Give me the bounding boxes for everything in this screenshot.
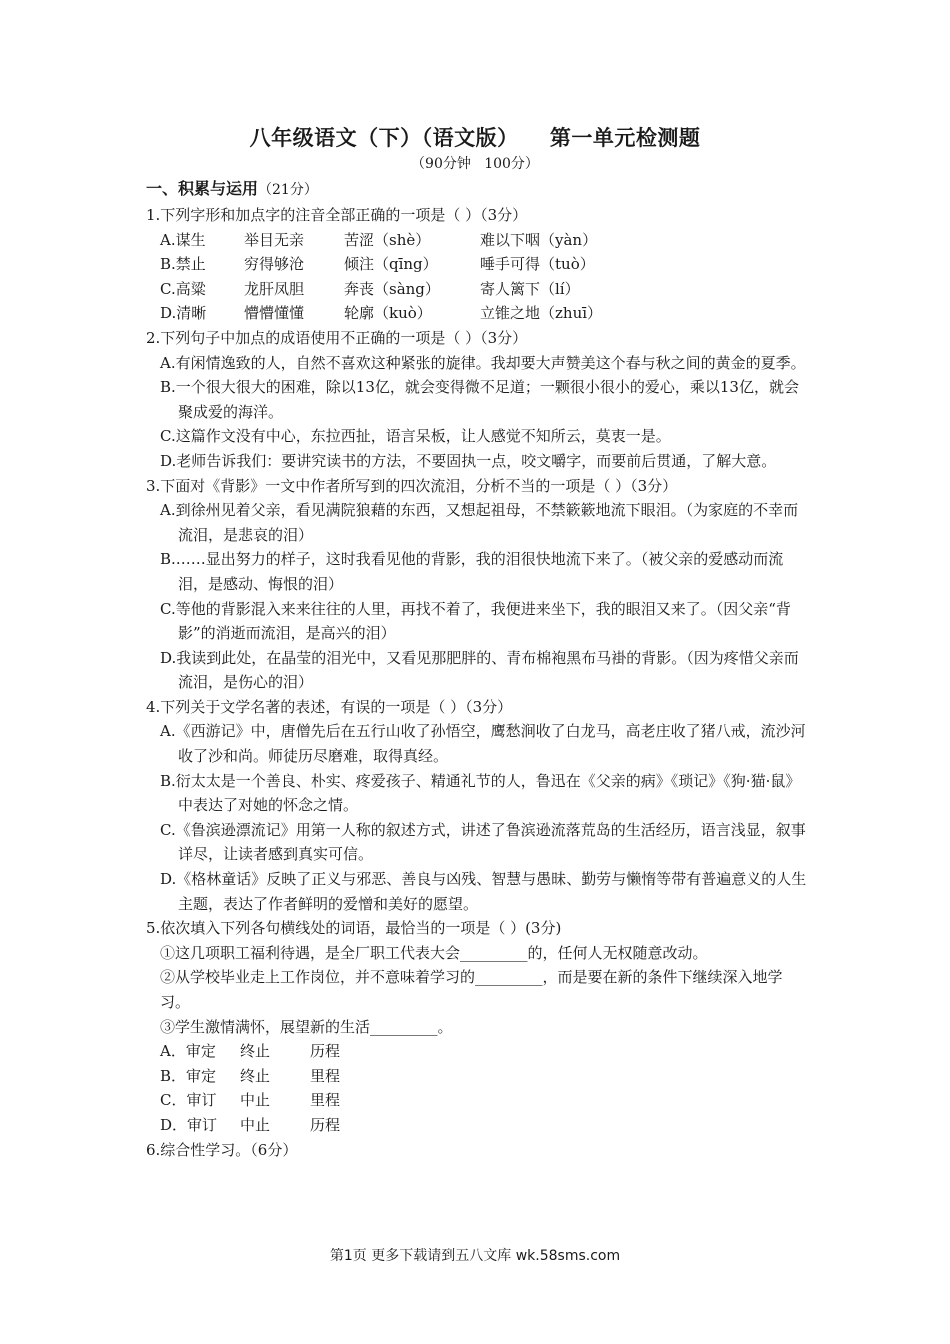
option-cell: 奔丧（sàng） <box>344 279 440 298</box>
question-5-option-row <box>146 1113 812 1138</box>
option-cell: D．审订 <box>160 1115 218 1134</box>
question-6-stem: 6.综合性学习。（6分） <box>146 1140 298 1159</box>
question-2-stem: 2.下列句子中加点的成语使用不正确的一项是（ ）（3分） <box>146 328 528 347</box>
question-3-option: A.到徐州见着父亲，看见满院狼藉的东西，又想起祖母，不禁簌簌地流下眼泪。（为家庭的不幸而流泪，是悲哀的泪） <box>160 501 799 544</box>
option-cell: 历程 <box>310 1115 341 1134</box>
question-2-option: C.这篇作文没有中心，东拉西扯，语言呆板，让人感觉不知所云，莫衷一是。 <box>160 427 671 446</box>
question-1-option-row <box>146 228 812 253</box>
question-5-option-row <box>146 1039 812 1064</box>
option-cell: D.清晰 <box>160 304 207 323</box>
question-3-option: D.我读到此处，在晶莹的泪光中，又看见那肥胖的、青布棉袍黑布马褂的背影。（因为疼惜父亲而流泪，是伤心的泪） <box>160 648 799 692</box>
question-1-option-row <box>146 252 812 277</box>
option-cell: 唾手可得（tuò） <box>480 255 595 274</box>
page-title: 八年级语文（下）（语文版） 第一单元检测题 <box>249 126 701 150</box>
fill-blank-sentence: ①这几项职工福利待遇，是全厂职工代表大会_________的，任何人无权随意改动。 <box>160 943 708 962</box>
option-cell: C．审订 <box>160 1091 217 1110</box>
page-footer: 第1页 更多下载请到五八文库 wk.58sms.com <box>329 1248 621 1264</box>
question-4-stem: 4.下列关于文学名著的表述，有误的一项是（ ）（3分） <box>146 697 513 716</box>
fill-blank-sentence: ③学生激情满怀，展望新的生活_________。 <box>160 1017 453 1036</box>
option-cell: C.高粱 <box>160 279 206 298</box>
question-5-option-row <box>146 1088 812 1113</box>
option-cell: 终止 <box>240 1066 271 1085</box>
option-cell: 举目无亲 <box>244 230 305 249</box>
option-cell: A.谋生 <box>160 230 206 249</box>
question-2-option: B.一个很大很大的困难，除以13亿，就会变得微不足道；一颗很小很小的爱心，乘以13亿，就会聚成爱的海洋。 <box>160 378 799 421</box>
question-3-stem: 3.下面对《背影》一文中作者所写到的四次流泪，分析不当的一项是（ ）（3分） <box>146 476 678 495</box>
option-cell: 里程 <box>310 1091 341 1110</box>
question-2-option: A.有闲情逸致的人，自然不喜欢这种紧张的旋律。我却要大声赞美这个春与秋之间的黄金的夏季。 <box>160 353 806 372</box>
option-cell: 穷得够沧 <box>244 255 305 274</box>
option-cell: 轮廓（kuò） <box>344 304 432 323</box>
question-3-option: C.等他的背影混入来来往往的人里，再找不着了，我便进来坐下，我的眼泪又来了。（因父亲“背影”的消逝而流泪，是高兴的泪） <box>160 599 791 643</box>
option-cell: 龙肝凤胆 <box>244 279 305 298</box>
option-cell: 难以下咽（yàn） <box>480 230 598 249</box>
option-cell: 立锥之地（zhuī） <box>480 304 603 323</box>
question-4-option: B.衍太太是一个善良、朴实、疼爱孩子、精通礼节的人，鲁迅在《父亲的病》《琐记》《狗·猫·鼠》中表达了对她的怀念之情。 <box>160 771 801 815</box>
option-cell: 懵懵懂懂 <box>244 304 305 323</box>
question-3-option: B.……显出努力的样子，这时我看见他的背影，我的泪很快地流下来了。（被父亲的爱感动而流泪，是感动、悔恨的泪） <box>160 550 784 593</box>
question-1-option-row <box>146 301 812 326</box>
page-subtitle: （90分钟 100分） <box>411 156 539 172</box>
question-1-option-row <box>146 277 812 302</box>
option-cell: 倾注（qīng） <box>344 255 438 274</box>
question-4-option: A.《西游记》中，唐僧先后在五行山收了孙悟空，鹰愁涧收了白龙马，高老庄收了猪八戒，流沙河收了沙和尚。师徒历尽磨难，取得真经。 <box>160 722 806 766</box>
option-cell: 苦涩（shè） <box>344 230 431 249</box>
fill-blank-sentence: ②从学校毕业走上工作岗位，并不意味着学习的_________，而是要在新的条件下继续深入地学习。 <box>160 968 783 1011</box>
option-cell: 寄人篱下（lí） <box>480 279 580 298</box>
exam-content <box>146 176 812 1162</box>
option-cell: A．审定 <box>160 1042 216 1061</box>
option-cell: 中止 <box>240 1091 271 1110</box>
section-label: 一、积累与运用 <box>146 179 259 198</box>
question-4-option: D.《格林童话》反映了正义与邪恶、善良与凶残、智慧与愚昧、勤劳与懒惰等带有普遍意义的人生主题，表达了作者鲜明的爱憎和美好的愿望。 <box>160 870 807 913</box>
option-cell: B．审定 <box>160 1066 217 1085</box>
option-cell: 历程 <box>310 1042 341 1061</box>
question-2-option: D.老师告诉我们：要讲究读书的方法，不要固执一点，咬文嚼字，而要前后贯通，了解大意。 <box>160 451 777 470</box>
option-cell: 中止 <box>240 1115 271 1134</box>
question-4-option: C.《鲁滨逊漂流记》用第一人称的叙述方式，讲述了鲁滨逊流落荒岛的生活经历，语言浅显，叙事详尽，让读者感到真实可信。 <box>160 820 806 864</box>
question-5-option-row <box>146 1064 812 1089</box>
question-5-stem: 5.依次填入下列各句横线处的词语，最恰当的一项是（ ）(3分) <box>146 919 562 938</box>
question-1-stem: 1.下列字形和加点字的注音全部正确的一项是（ ）（3分） <box>146 206 528 224</box>
option-cell: 里程 <box>310 1066 341 1085</box>
option-cell: B.禁止 <box>160 255 206 274</box>
option-cell: 终止 <box>240 1042 271 1061</box>
section-heading <box>146 176 812 203</box>
section-points: （21分） <box>258 182 318 198</box>
